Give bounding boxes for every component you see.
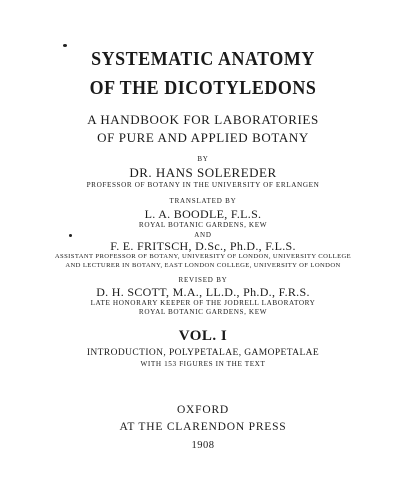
reviser-name: D. H. SCOTT, M.A., LL.D., Ph.D., F.R.S. <box>96 285 310 299</box>
publisher-city: OXFORD <box>176 404 230 416</box>
subtitle-line-1: A HANDBOOK FOR LABORATORIES <box>87 112 319 127</box>
translator-2-affiliation-1: ASSISTANT PROFESSOR OF BOTANY, UNIVERSITY OF LONDON, UNIVERSITY COLLEGE <box>54 253 352 260</box>
translated-by-label: TRANSLATED BY <box>169 197 237 205</box>
translator-1-name: L. A. BOODLE, F.L.S. <box>144 207 262 221</box>
translator-1-affiliation: ROYAL BOTANIC GARDENS, KEW <box>138 221 268 229</box>
volume-label: VOL. I <box>178 328 228 344</box>
reviser-affiliation-2: ROYAL BOTANIC GARDENS, KEW <box>138 308 268 316</box>
author-name: DR. HANS SOLEREDER <box>129 165 277 180</box>
author-position: PROFESSOR OF BOTANY IN THE UNIVERSITY OF ERLANGEN <box>86 181 320 189</box>
publication-year: 1908 <box>191 440 215 451</box>
subtitle-line-2: OF PURE AND APPLIED BOTANY <box>97 130 309 145</box>
volume-figures: WITH 153 FIGURES IN THE TEXT <box>140 360 266 368</box>
title-line-2: OF THE DICOTYLEDONS <box>89 78 317 99</box>
and-label: AND <box>194 231 212 239</box>
volume-contents: INTRODUCTION, POLYPETALAE, GAMOPETALAE <box>86 348 320 358</box>
translator-2-name: F. E. FRITSCH, D.Sc., Ph.D., F.L.S. <box>110 239 296 253</box>
reviser-affiliation-1: LATE HONORARY KEEPER OF THE JODRELL LABORATORY <box>90 299 316 307</box>
ink-speck <box>63 44 67 47</box>
publisher-press: AT THE CLARENDON PRESS <box>119 421 287 433</box>
by-label: BY <box>197 155 209 163</box>
revised-by-label: REVISED BY <box>178 276 228 284</box>
title-line-1: SYSTEMATIC ANATOMY <box>91 49 315 70</box>
translator-2-affiliation-2: AND LECTURER IN BOTANY, EAST LONDON COLLEGE, UNIVERSITY OF LONDON <box>65 262 341 269</box>
